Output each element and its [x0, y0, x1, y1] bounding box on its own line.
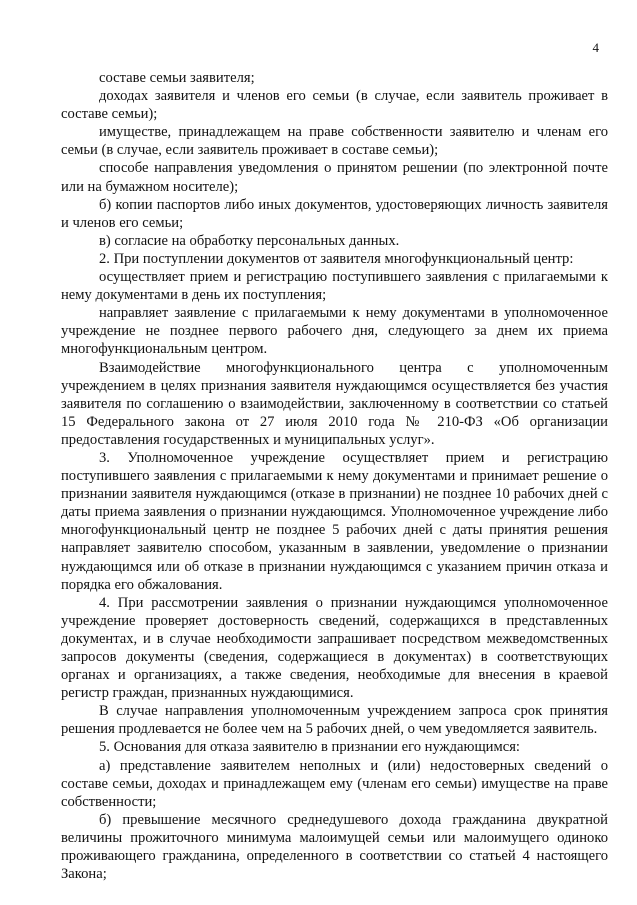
- document-body: [61, 69, 608, 883]
- paragraph: Взаимодействие многофункционального центра с уполномоченным учреждением в целях признания заявителя нуждающимся осуществляется без участия заявителя по соглашению о взаимодействии, заключенному в соответствии со статьей 15 Федерального закона от 27 июля 2010 года № 210-ФЗ «Об организации предоставления государственных и муниципальных услуг».: [61, 359, 608, 448]
- paragraph: доходах заявителя и членов его семьи (в случае, если заявитель проживает в составе семьи);: [61, 88, 608, 123]
- paragraph: осуществляет прием и регистрацию поступившего заявления с прилагаемыми к нему документами в день их поступления;: [61, 269, 608, 304]
- paragraph: 3. Уполномоченное учреждение осуществляет прием и регистрацию поступившего заявления с прилагаемыми к нему документами и принимает решение о признании заявителя нуждающимся (отказе в признании) не позднее 10 рабочих дней с даты приема заявления о признании нуждающимся. Уполномоченное учреждение либо многофункциональный центр не позднее 5 рабочих дней с даты принятия решения направляет заявителю способом, указанным в заявлении, уведомление о признании нуждающимся или об отказе в признании нуждающимся с указанием причин отказа и порядка его обжалования.: [61, 449, 608, 593]
- paragraph: в) согласие на обработку персональных данных.: [99, 232, 400, 249]
- page-number: 4: [592, 40, 599, 55]
- paragraph: 5. Основания для отказа заявителю в признании его нуждающимся:: [99, 739, 520, 756]
- paragraph: В случае направления уполномоченным учреждением запроса срок принятия решения продлевается не более чем на 5 рабочих дней, о чем уведомляется заявитель.: [61, 703, 608, 738]
- paragraph: составе семьи заявителя;: [99, 70, 255, 86]
- paragraph: способе направления уведомления о принятом решении (по электронной почте или на бумажном носителе);: [61, 160, 608, 195]
- paragraph: направляет заявление с прилагаемыми к нему документами в уполномоченное учреждение не позднее первого рабочего дня, следующего за днем их приема многофункциональным центром.: [61, 305, 608, 358]
- paragraph: 4. При рассмотрении заявления о признании нуждающимся уполномоченное учреждение проверяет достоверность сведений, содержащихся в представленных документах, и в случае необходимости запрашивает посредством межведомственных запросов документы (сведения, содержащиеся в документах) в соответствующих органах и организациях, а также сведения, необходимые для внесения в краевой регистр граждан, признанных нуждающимися.: [61, 594, 608, 702]
- paragraph: 2. При поступлении документов от заявителя многофункциональный центр:: [99, 250, 574, 267]
- paragraph: а) представление заявителем неполных и (или) недостоверных сведений о составе семьи, доходах и принадлежащем ему (членам его семьи) имуществе на праве собственности;: [61, 757, 608, 810]
- paragraph: имуществе, принадлежащем на праве собственности заявителю и членам его семьи (в случае, если заявитель проживает в составе семьи);: [61, 124, 608, 159]
- paragraph: б) превышение месячного среднедушевого дохода гражданина двукратной величины прожиточного минимума малоимущей семьи или малоимущего одиноко проживающего гражданина, определенного в соответствии со статьей 4 настоящего Закона;: [61, 811, 608, 883]
- paragraph: б) копии паспортов либо иных документов, удостоверяющих личность заявителя и членов его семьи;: [61, 196, 608, 231]
